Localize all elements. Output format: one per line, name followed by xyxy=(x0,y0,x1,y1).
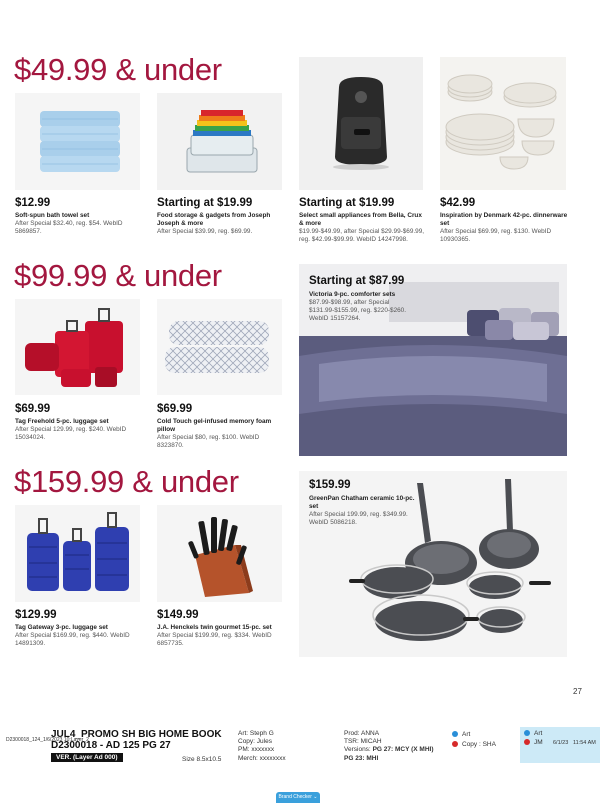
approval-art xyxy=(524,730,542,737)
brand-checker-label: Brand Checker xyxy=(278,794,312,800)
product-price: $149.99 xyxy=(157,609,199,621)
product-detail: $87.99-$98.99, after Special $131.99-$155.99, reg. $220-$260. WebID 15157264. xyxy=(309,299,407,322)
product-detail: After Special $69.99, reg. $130. WebID 10930365. xyxy=(440,228,552,243)
page-number: 27 xyxy=(573,687,582,696)
job-code: D2300018 - AD 125 PG 27 xyxy=(51,740,171,751)
copy-credit: Copy: Jules xyxy=(238,738,272,745)
product-price: $12.99 xyxy=(15,197,51,209)
product-title: Tag Freehold 5-pc. luggage set xyxy=(15,418,109,425)
status-copy xyxy=(452,741,496,748)
product-detail: After Special $32.40, reg. $54. WebID 5869857. xyxy=(15,220,123,235)
section-heading-159: $159.99 & under xyxy=(14,464,239,499)
approval-jm xyxy=(524,739,543,746)
product-price: Starting at $87.99 xyxy=(309,275,405,287)
food-storage-image xyxy=(157,93,282,190)
product-price: $129.99 xyxy=(15,609,57,621)
product-title: Food storage & gadgets from Joseph Joseph & more xyxy=(157,212,271,227)
product-price: $69.99 xyxy=(15,403,51,415)
product-title: Cold Touch gel-infused memory foam pillow xyxy=(157,418,272,433)
product-detail: After Special $80, reg. $100. WebID 8323870. xyxy=(157,434,260,449)
product-price: $69.99 xyxy=(157,403,193,415)
tsr-credit: TSR: MICAH xyxy=(344,738,382,745)
product-description xyxy=(157,624,287,648)
red-luggage-image xyxy=(15,299,140,395)
product-description xyxy=(440,212,568,244)
product-detail: After Special $169.99, reg. $440. WebID 14891309. xyxy=(15,632,130,647)
art-credit: Art: Steph G xyxy=(238,730,274,737)
cookware-card xyxy=(299,471,567,657)
chevron-down-icon: ⌄ xyxy=(313,794,318,800)
slug-file-code: D2300018_124_1/6/2023 10:Layer_2 xyxy=(6,737,89,743)
comforter-card xyxy=(299,264,567,456)
product-title: Tag Gateway 3-pc. luggage set xyxy=(15,624,108,631)
product-description xyxy=(15,418,140,442)
product-description xyxy=(309,291,427,323)
bath-towel-image xyxy=(15,93,140,190)
product-price: $42.99 xyxy=(440,197,476,209)
version-badge: VER. (Layer Ad 000) xyxy=(51,753,123,762)
section-heading-49: $49.99 & under xyxy=(14,52,222,87)
product-description xyxy=(309,495,415,527)
approval-box xyxy=(520,727,600,763)
dinnerware-image xyxy=(440,57,566,190)
red-status-dot-icon xyxy=(452,741,458,747)
product-description xyxy=(299,212,427,244)
product-title: J.A. Henckels twin gourmet 15-pc. set xyxy=(157,624,272,631)
product-detail: After Special 129.99, reg. $240. WebID 15034024. xyxy=(15,426,127,441)
product-detail: $19.99-$49.99, after Special $29.99-$69.99, reg. $42.99-$99.99. WebID 14247998. xyxy=(299,228,425,243)
product-title: Soft-spun bath towel set xyxy=(15,212,90,219)
blue-status-dot-icon xyxy=(452,731,458,737)
versions-label: Versions: xyxy=(344,746,371,753)
prod-credit: Prod: ANNA xyxy=(344,730,380,737)
status-art-label: Art xyxy=(462,731,471,738)
blue-approval-dot-icon xyxy=(524,730,530,736)
size-label: Size 8.5x10.5 xyxy=(182,756,222,763)
product-title: GreenPan Chatham ceramic 10-pc. set xyxy=(309,495,415,510)
product-title: Victoria 9-pc. comforter sets xyxy=(309,291,396,298)
product-description xyxy=(15,624,140,648)
knife-set-image xyxy=(157,505,282,602)
product-price: Starting at $19.99 xyxy=(157,197,253,209)
versions-line xyxy=(344,746,433,753)
merch-credit: Merch: xxxxxxxx xyxy=(238,755,286,762)
status-art xyxy=(452,731,470,738)
product-title: Inspiration by Denmark 42-pc. dinnerware set xyxy=(440,212,568,227)
product-detail: After Special $199.99, reg. $334. WebID 6857735. xyxy=(157,632,272,647)
product-description xyxy=(15,212,140,236)
product-price: $159.99 xyxy=(309,479,351,491)
product-description xyxy=(157,418,287,450)
pg23-line: PG 23: MHI xyxy=(344,755,379,762)
approval-date: 6/1/23 xyxy=(553,740,569,746)
pm-credit: PM: xxxxxxx xyxy=(238,746,275,753)
brand-checker-tab[interactable] xyxy=(276,792,320,803)
product-description xyxy=(157,212,282,236)
product-title: Select small appliances from Bella, Crux & more xyxy=(299,212,422,227)
approval-initials: JM xyxy=(534,739,543,746)
red-approval-dot-icon xyxy=(524,739,530,745)
blue-luggage-image xyxy=(15,505,140,602)
air-fryer-image xyxy=(299,57,423,190)
memory-foam-pillow-image xyxy=(157,299,282,395)
versions-value: PG 27: MCY (X MHI) xyxy=(372,746,434,753)
approval-time: 11:54 AM xyxy=(573,740,596,746)
section-heading-99: $99.99 & under xyxy=(14,258,222,293)
product-detail: After Special $39.99, reg. $69.99. xyxy=(157,228,253,235)
product-price: Starting at $19.99 xyxy=(299,197,395,209)
job-title: JUL4_PROMO SH BIG HOME BOOK xyxy=(51,729,222,740)
product-detail: After Special 199.99, reg. $349.99. WebID 5086218. xyxy=(309,511,408,526)
status-copy-label: Copy : SHA xyxy=(462,741,496,748)
approval-art-label: Art xyxy=(534,730,543,737)
